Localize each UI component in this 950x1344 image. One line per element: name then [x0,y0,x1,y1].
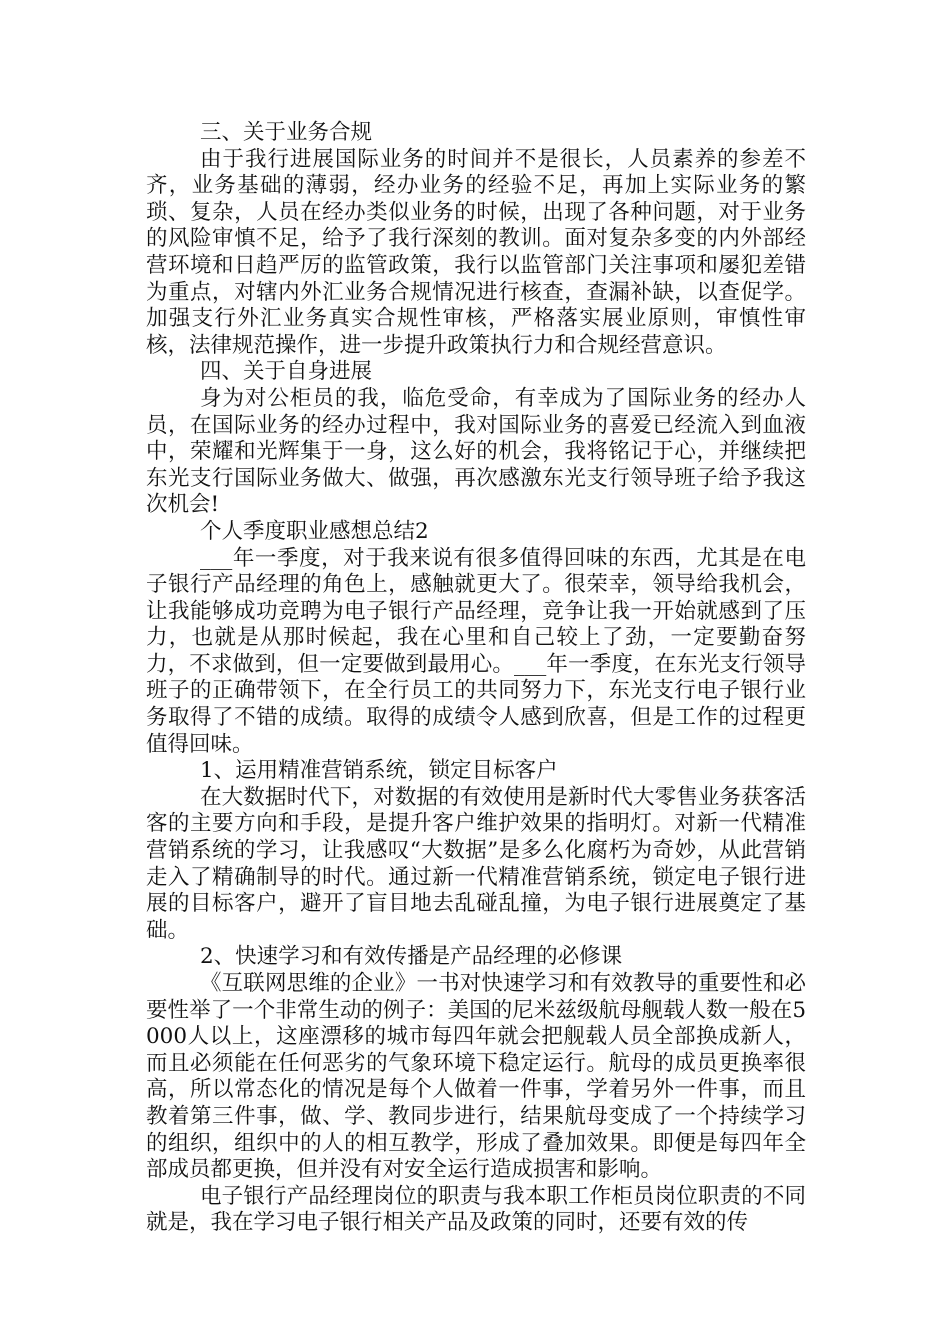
paragraph-role-comparison: 电子银行产品经理岗位的职责与我本职工作柜员岗位职责的不同就是，我在学习电子银行相关产品及政策的同时，还要有效的传 [146,1183,806,1236]
section-heading-precision-marketing: 1、运用精准营销系统，锁定目标客户 [200,758,558,784]
paragraph-quarter-summary: ___年一季度，对于我来说有很多值得回味的东西，尤其是在电子银行产品经理的角色上，感触就更大了。很荣幸，领导给我机会，让我能够成功竞聘为电子银行产品经理，竞争让我一开始就感到了压力，也就是从那时候起，我在心里和自己较上了劲，一定要勤奋努力，不求做到，但一定要做到最用心。___年一季度，在东光支行领导班子的正确带领下，在全行员工的共同努力下，东光支行电子银行业务取得了不错的成绩。取得的成绩令人感到欣喜，但是工作的过程更值得回味。 [146,545,806,757]
section-heading-self-development: 四、关于自身进展 [200,359,373,385]
paragraph-self-development: 身为对公柜员的我，临危受命，有幸成为了国际业务的经办人员，在国际业务的经办过程中，我对国际业务的喜爱已经流入到血液中，荣耀和光辉集于一身，这么好的机会，我将铭记于心，并继续把东光支行国际业务做大、做强，再次感激东光支行领导班子给予我这次机会! [146,385,806,518]
paragraph-learning-example: 《互联网思维的企业》一书对快速学习和有效教导的重要性和必要性举了一个非常生动的例子：美国的尼米兹级航母舰载人数一般在5000人以上，这座漂移的城市每四年就会把舰载人员全部换成新人，而且必须能在任何恶劣的气象环境下稳定运行。航母的成员更换率很高，所以常态化的情况是每个人做着一件事，学着另外一件事，而且教着第三件事，做、学、教同步进行，结果航母变成了一个持续学习的组织，组织中的人的相互教学，形成了叠加效果。即便是每四年全部成员都更换，但并没有对安全运行造成损害和影响。 [146,971,806,1183]
paragraph-compliance: 由于我行进展国际业务的时间并不是很长，人员素养的参差不齐，业务基础的薄弱，经办业务的经验不足，再加上实际业务的繁琐、复杂，人员在经办类似业务的时候，出现了各种问题，对于业务的风险审慎不足，给予了我行深刻的教训。面对复杂多变的内外部经营环境和日趋严厉的监管政策，我行以监管部门关注事项和屡犯差错为重点，对辖内外汇业务合规情况进行核查，查漏补缺，以查促学。加强支行外汇业务真实合规性审核，严格落实展业原则，审慎性审核，法律规范操作，进一步提升政策执行力和合规经营意识。 [146,146,806,358]
paragraph-precision-marketing: 在大数据时代下，对数据的有效使用是新时代大零售业务获客活客的主要方向和手段，是提升客户维护效果的指明灯。对新一代精准营销系统的学习，让我感叹“大数据”是多么化腐朽为奇妙，从此营销走入了精确制导的时代。通过新一代精准营销系统，锁定电子银行进展的目标客户，避开了盲目地去乱碰乱撞，为电子银行进展奠定了基础。 [146,784,806,943]
section-heading-learning: 2、快速学习和有效传播是产品经理的必修课 [200,944,623,970]
document-subtitle: 个人季度职业感想总结2 [200,518,429,544]
document-body [146,120,806,1237]
section-heading-compliance: 三、关于业务合规 [200,120,373,145]
